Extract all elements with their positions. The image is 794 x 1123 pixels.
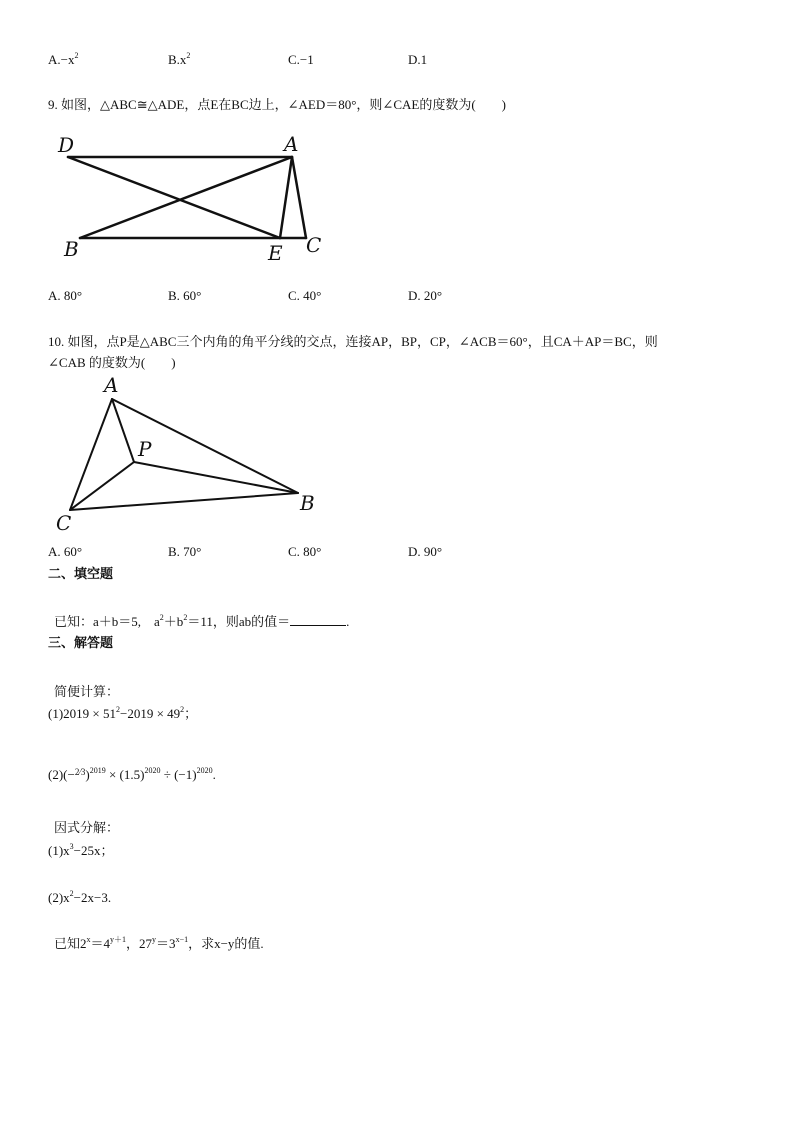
- q9-option-b: B. 60°: [168, 288, 202, 303]
- q10-segment-cb: [70, 493, 298, 510]
- q9-option-c: C. 40°: [288, 288, 322, 303]
- q9-figure: [50, 130, 340, 265]
- q9-segment-de: [68, 157, 280, 238]
- calc-question-1: $(1)2019 \times 51^2-2019 \times 49^2$；: [48, 705, 198, 721]
- q9-label-c: C: [306, 233, 322, 257]
- q10-label-a: A: [104, 373, 119, 397]
- q8-option-c: C.−1: [288, 52, 314, 67]
- q10-label-c: C: [56, 511, 72, 535]
- q8-option-b: $B.x^2$: [168, 51, 191, 67]
- factor-question-2: $(2)x^2-2x-3$.: [48, 889, 112, 905]
- exponent-question: 已知$2^x=4^{y+1}$，$27^y=3^{x-1}$，求x−y的值.: [54, 935, 264, 951]
- section-title-solve: 三、解答题: [48, 636, 114, 651]
- q10-stem-line1: 10. 如图，点P是△ABC三个内角的角平分线的交点，连接AP，BP，CP，∠ACB＝60°，且CA＋AP＝BC，则: [48, 334, 658, 349]
- q10-label-p: P: [138, 437, 152, 461]
- q8-option-a: $A.-x^2$: [48, 51, 79, 67]
- q10-option-a: A. 60°: [48, 544, 83, 559]
- q10-stem-line2: ∠CAB 的度数为( ): [48, 355, 176, 370]
- q10-figure: [50, 372, 330, 537]
- q9-label-e: E: [268, 241, 283, 265]
- factor-question-1: $(1)x^3-25x$；: [48, 842, 114, 858]
- q10-option-c: C. 80°: [288, 544, 322, 559]
- q10-option-b: B. 70°: [168, 544, 202, 559]
- q9-label-b: B: [64, 237, 79, 261]
- q9-label-d: D: [58, 133, 75, 157]
- q8-option-d: D.1: [408, 52, 428, 67]
- q10-option-d: D. 90°: [408, 544, 443, 559]
- q10-label-b: B: [300, 491, 315, 515]
- q10-segment-bp: [134, 462, 298, 493]
- q9-stem: 9. 如图，△ABC≅△ADE，点E在BC边上，∠AED＝80°，则∠CAE的度数为( ): [48, 97, 506, 112]
- q9-option-a: A. 80°: [48, 288, 83, 303]
- answer-blank[interactable]: [290, 615, 346, 626]
- section-title-fill-in: 二、填空题: [48, 567, 114, 582]
- q9-label-a: A: [284, 132, 299, 156]
- q9-option-d: D. 20°: [408, 288, 443, 303]
- q9-segment-ba: [80, 157, 292, 238]
- calc-title: 简便计算：: [54, 684, 120, 699]
- fill-in-question-1: 已知：a＋b＝5, $a^2+b^2=11$，则ab的值＝ .: [54, 613, 350, 629]
- calc-question-2: $(2)(-^{2⁄3})^{2019} \times (1.5)^{2020} \div (-1)^{2020}$.: [48, 766, 216, 782]
- q9-segment-ae: [280, 157, 292, 238]
- factor-title: 因式分解：: [54, 820, 120, 835]
- q9-segment-ac: [292, 157, 306, 238]
